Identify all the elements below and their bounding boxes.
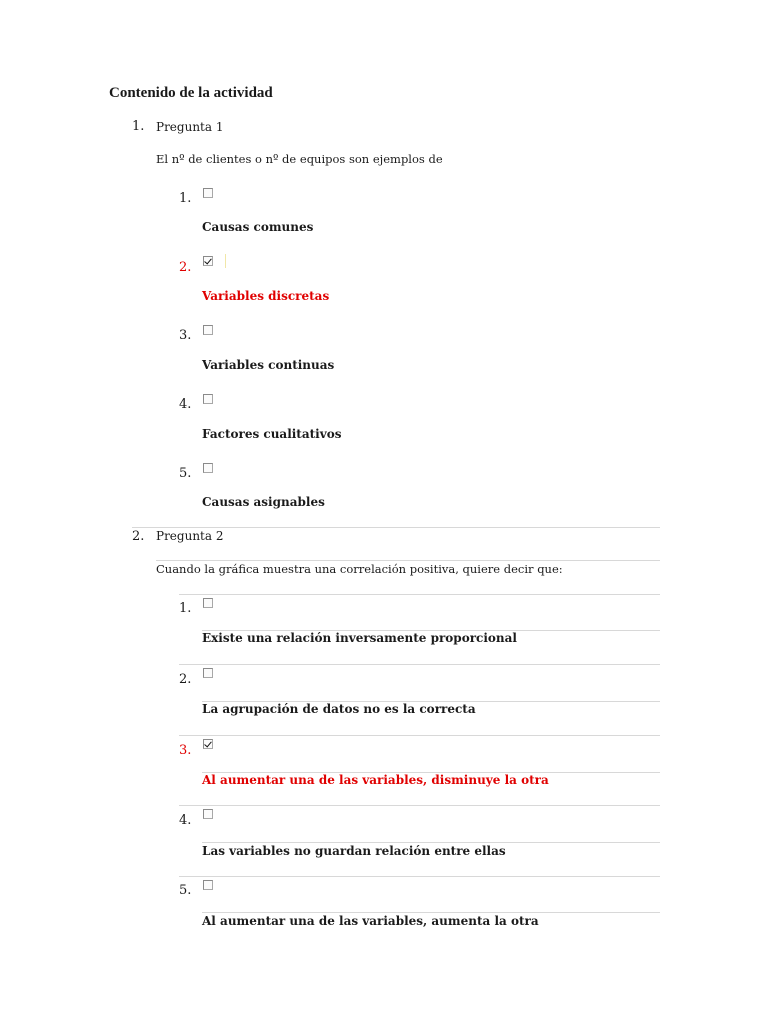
divider	[179, 664, 660, 665]
option-number: 4.	[179, 813, 192, 828]
divider	[179, 805, 660, 806]
option-checkbox-5[interactable]	[203, 880, 213, 890]
option-checkbox-2[interactable]	[203, 256, 213, 266]
option-label: Existe una relación inversamente proporcional	[202, 631, 517, 645]
option-label: La agrupación de datos no es la correcta	[202, 702, 476, 716]
page-title: Contenido de la actividad	[109, 85, 273, 101]
option-label: Variables discretas	[202, 289, 330, 303]
divider	[156, 560, 660, 561]
divider	[179, 876, 660, 877]
option-label: Al aumentar una de las variables, disminuye la otra	[202, 773, 549, 787]
focus-indicator	[225, 254, 226, 268]
option-checkbox-4[interactable]	[203, 809, 213, 819]
option-checkbox-4[interactable]	[203, 394, 213, 404]
question-text: El nº de clientes o nº de equipos son ejemplos de	[156, 152, 443, 166]
option-number: 3.	[179, 743, 192, 758]
option-label: Causas asignables	[202, 495, 325, 509]
question-text: Cuando la gráfica muestra una correlación positiva, quiere decir que:	[156, 562, 563, 576]
option-number: 5.	[179, 883, 192, 898]
option-checkbox-5[interactable]	[203, 463, 213, 473]
divider	[179, 594, 660, 595]
divider	[179, 735, 660, 736]
divider	[132, 527, 660, 528]
option-number: 2.	[179, 260, 192, 275]
option-number: 5.	[179, 466, 192, 481]
option-checkbox-2[interactable]	[203, 668, 213, 678]
option-number: 4.	[179, 397, 192, 412]
option-number: 1.	[179, 191, 192, 206]
option-checkbox-3[interactable]	[203, 739, 213, 749]
question-number: 2.	[132, 529, 145, 544]
option-label: Factores cualitativos	[202, 427, 342, 441]
option-number: 2.	[179, 672, 192, 687]
option-checkbox-3[interactable]	[203, 325, 213, 335]
option-checkbox-1[interactable]	[203, 188, 213, 198]
option-label: Las variables no guardan relación entre ellas	[202, 844, 506, 858]
question-title: Pregunta 2	[156, 529, 224, 543]
option-checkbox-1[interactable]	[203, 598, 213, 608]
question-number: 1.	[132, 119, 145, 134]
option-label: Al aumentar una de las variables, aumenta la otra	[202, 914, 539, 928]
divider	[202, 912, 660, 913]
question-title: Pregunta 1	[156, 120, 224, 134]
option-number: 3.	[179, 328, 192, 343]
option-number: 1.	[179, 601, 192, 616]
option-label: Variables continuas	[202, 358, 335, 372]
option-label: Causas comunes	[202, 220, 314, 234]
divider	[202, 842, 660, 843]
